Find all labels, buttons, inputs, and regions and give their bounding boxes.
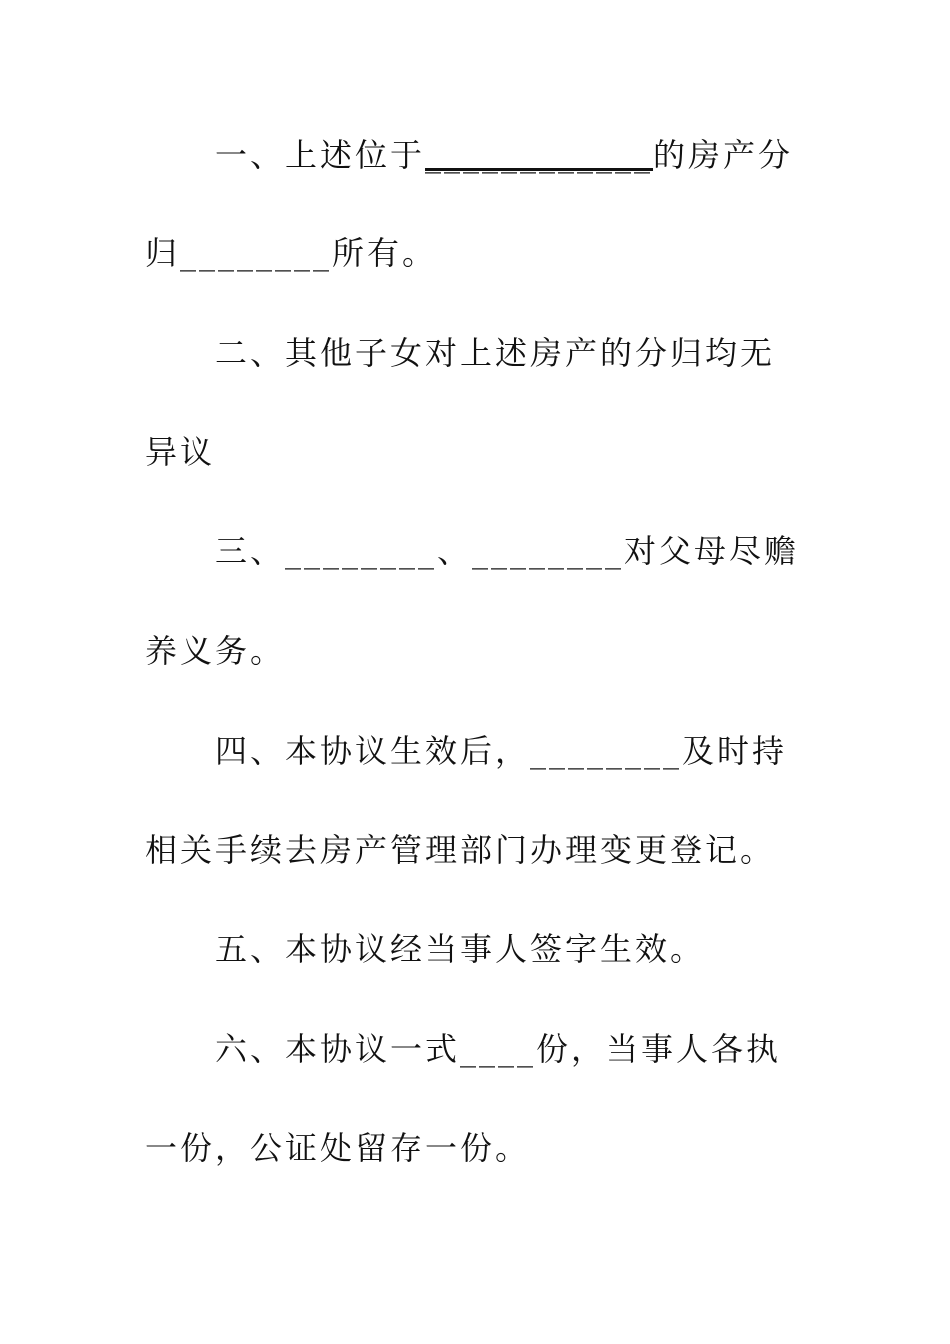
clause-3-blank-name-2-text: ________: [472, 532, 625, 570]
clause-3-text-a: 三、: [215, 532, 286, 570]
clause-5-line-1: 五、本协议经当事人签字生效。: [215, 930, 706, 968]
clause-3-line-1: [215, 531, 799, 571]
clause-1-blank-location-text: ____________: [425, 136, 654, 174]
clause-3-blank-name-1[interactable]: [285, 531, 437, 571]
clause-3-text-b: 对父母尽赡: [624, 532, 800, 570]
clause-1-blank-owner-text: ________: [180, 234, 333, 272]
clause-6-blank-copies-text: ____: [460, 1030, 537, 1068]
clause-1-text-d: 所有。: [332, 234, 438, 272]
clause-4-line-2: 相关手续去房产管理部门办理变更登记。: [145, 831, 776, 869]
clause-4-blank-party-text: ________: [530, 732, 683, 770]
clause-2-line-2: 异议: [145, 433, 216, 471]
clause-1-text-c: 归: [145, 234, 181, 272]
clause-4-line-1: [215, 731, 787, 771]
clause-4-text-b: 及时持: [682, 732, 788, 770]
clause-1-blank-owner[interactable]: [180, 233, 332, 273]
clause-4-text-a: 四、本协议生效后，: [215, 732, 531, 770]
clause-1-text-b: 的房产分: [653, 136, 794, 174]
clause-6-line-2: 一份，公证处留存一份。: [145, 1129, 531, 1167]
clause-3-line-2: 养义务。: [145, 632, 286, 670]
clause-1-blank-location[interactable]: [425, 135, 653, 175]
clause-2-line-1: 二、其他子女对上述房产的分归均无: [215, 334, 776, 372]
clause-1-line-1: [215, 135, 793, 175]
clause-1-line-2: [145, 233, 437, 273]
clause-6-blank-copies[interactable]: [460, 1029, 536, 1069]
clause-6-text-a: 六、本协议一式: [215, 1030, 461, 1068]
clause-4-blank-party[interactable]: [530, 731, 682, 771]
clause-3-blank-name-2[interactable]: [472, 531, 624, 571]
clause-1-text-a: 一、上述位于: [215, 136, 426, 174]
clause-3-blank-name-1-text: ________: [285, 532, 438, 570]
clause-6-text-b: 份，当事人各执: [536, 1030, 782, 1068]
clause-3-separator: 、: [437, 532, 473, 570]
clause-6-line-1: [215, 1029, 781, 1069]
